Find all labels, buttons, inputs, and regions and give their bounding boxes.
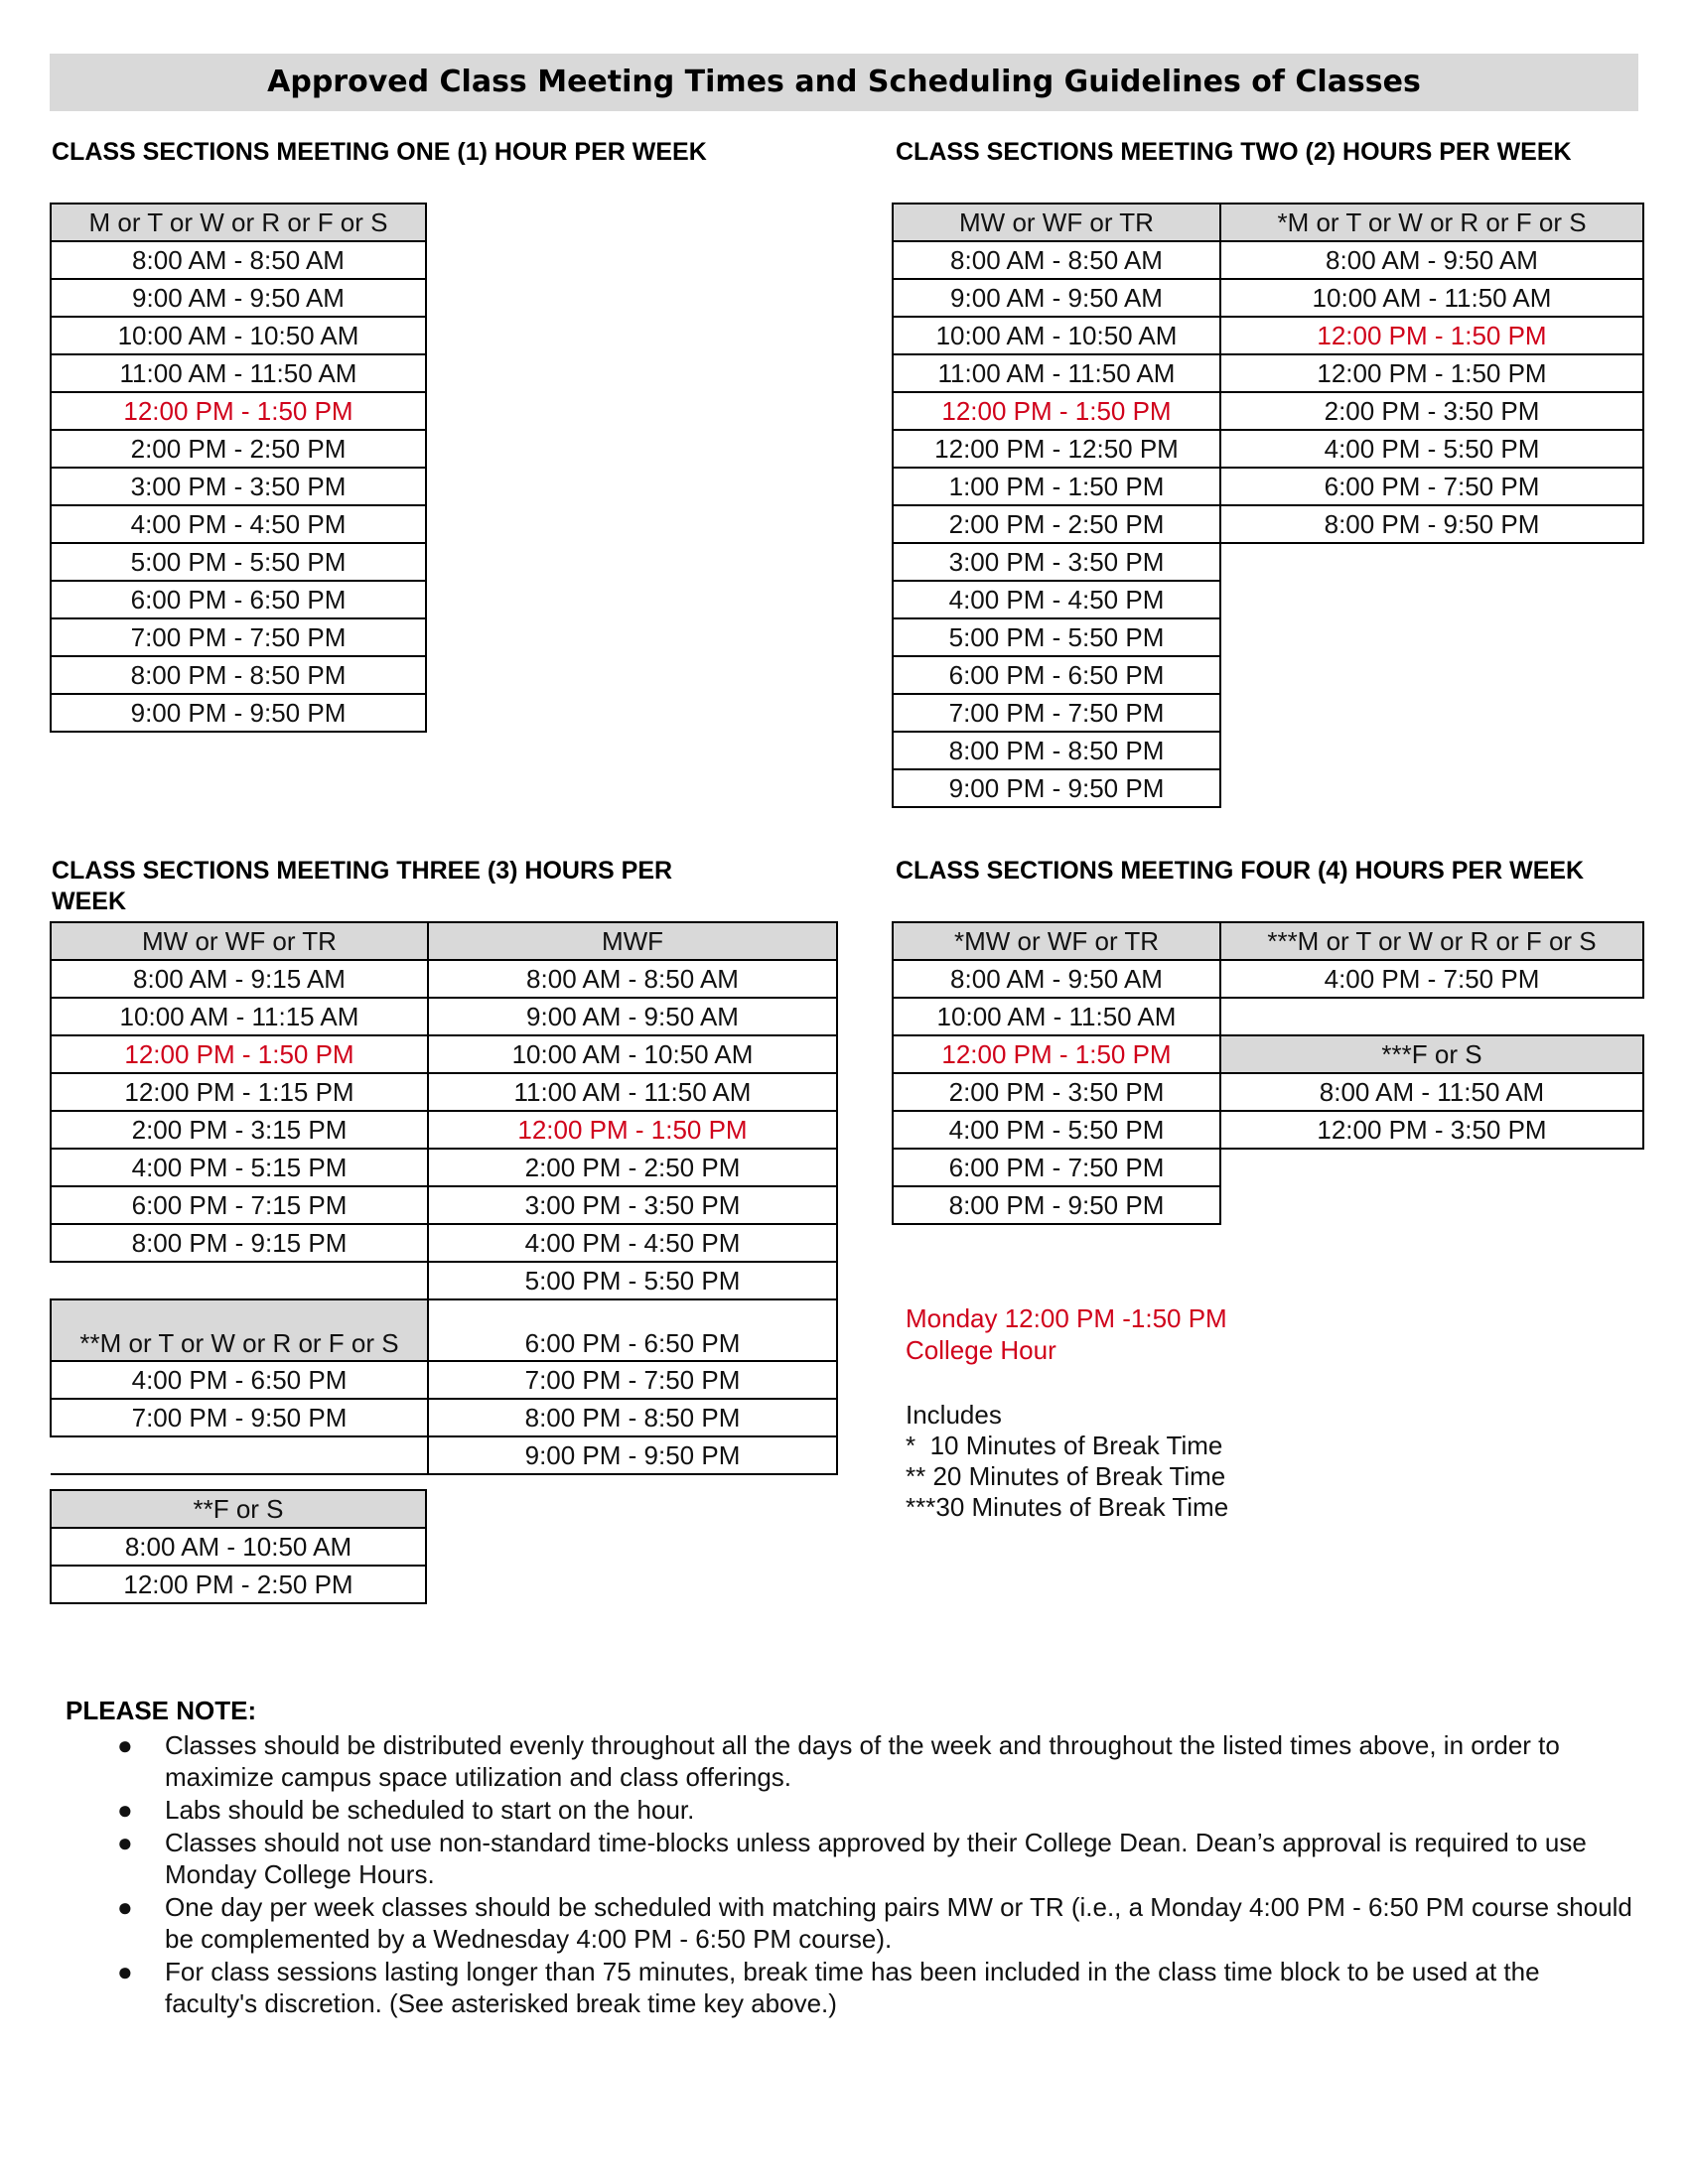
two-hours-table (892, 203, 1644, 808)
empty-cell (1220, 769, 1643, 807)
bullet-icon: ● (117, 1730, 133, 1760)
time-slot: 5:00 PM - 5:50 PM (893, 618, 1220, 656)
college-hour-slot: 12:00 PM - 1:50 PM (1220, 317, 1643, 354)
three-hours-fs-header: **F or S (51, 1490, 426, 1528)
two-hours-header-b: *M or T or W or R or F or S (1220, 204, 1643, 241)
time-slot: 7:00 PM - 7:50 PM (51, 618, 426, 656)
please-note-title: PLEASE NOTE: (66, 1696, 257, 1725)
time-slot: 4:00 PM - 5:50 PM (893, 1111, 1220, 1149)
three-hours-header-a: MW or WF or TR (51, 922, 428, 960)
break-key-item: ** 20 Minutes of Break Time (906, 1461, 1226, 1491)
break-time-key (906, 1400, 1228, 1523)
empty-cell (1220, 998, 1643, 1035)
time-slot: 4:00 PM - 6:50 PM (51, 1361, 428, 1399)
note-text: Labs should be scheduled to start on the hour. (165, 1795, 695, 1825)
time-slot: 8:00 PM - 8:50 PM (51, 656, 426, 694)
college-hour-slot: 12:00 PM - 1:50 PM (51, 1035, 428, 1073)
time-slot: 8:00 AM - 8:50 AM (428, 960, 837, 998)
time-slot: 12:00 PM - 1:15 PM (51, 1073, 428, 1111)
time-slot: 6:00 PM - 7:50 PM (1220, 468, 1643, 505)
three-hours-header-b: MWF (428, 922, 837, 960)
college-hour-note (906, 1302, 1227, 1366)
time-slot: 9:00 AM - 9:50 AM (51, 279, 426, 317)
time-slot: 6:00 PM - 6:50 PM (428, 1299, 837, 1361)
time-slot: 2:00 PM - 2:50 PM (893, 505, 1220, 543)
note-text: One day per week classes should be scheduled with matching pairs MW or TR (i.e., a Monday 4:00 PM - 6:50 PM course should be complemented by a Wednesday 4:00 PM - 6:50 PM course). (165, 1892, 1632, 1954)
time-slot: 2:00 PM - 2:50 PM (428, 1149, 837, 1186)
time-slot: 8:00 PM - 9:50 PM (893, 1186, 1220, 1224)
time-slot: 5:00 PM - 5:50 PM (51, 543, 426, 581)
time-slot: 12:00 PM - 2:50 PM (51, 1566, 426, 1603)
bullet-icon: ● (117, 1795, 133, 1825)
time-slot: 8:00 PM - 8:50 PM (428, 1399, 837, 1436)
empty-cell (1220, 732, 1643, 769)
time-slot: 3:00 PM - 3:50 PM (893, 543, 1220, 581)
time-slot: 3:00 PM - 3:50 PM (428, 1186, 837, 1224)
empty-cell (51, 1436, 428, 1474)
time-slot: 6:00 PM - 7:15 PM (51, 1186, 428, 1224)
four-hours-header-b: ***M or T or W or R or F or S (1220, 922, 1643, 960)
page-title: Approved Class Meeting Times and Scheduling Guidelines of Classes (50, 54, 1638, 111)
college-hour-slot: 12:00 PM - 1:50 PM (428, 1111, 837, 1149)
time-slot: 7:00 PM - 7:50 PM (428, 1361, 837, 1399)
note-text: Classes should be distributed evenly throughout all the days of the week and throughout the listed times above, in order to maximize campus space utilization and class offerings. (165, 1730, 1560, 1792)
empty-cell (1220, 694, 1643, 732)
time-slot: 4:00 PM - 7:50 PM (1220, 960, 1643, 998)
time-slot: 10:00 AM - 10:50 AM (51, 317, 426, 354)
time-slot: 3:00 PM - 3:50 PM (51, 468, 426, 505)
time-slot: 4:00 PM - 4:50 PM (893, 581, 1220, 618)
time-slot: 4:00 PM - 5:50 PM (1220, 430, 1643, 468)
time-slot: 8:00 AM - 10:50 AM (51, 1528, 426, 1566)
break-key-item: ***30 Minutes of Break Time (906, 1492, 1229, 1522)
time-slot: 4:00 PM - 5:15 PM (51, 1149, 428, 1186)
empty-cell (1220, 1149, 1643, 1186)
empty-cell (1220, 1186, 1643, 1224)
college-hour-slot: 12:00 PM - 1:50 PM (51, 392, 426, 430)
time-slot: 9:00 AM - 9:50 AM (428, 998, 837, 1035)
three-hours-section-title: CLASS SECTIONS MEETING THREE (3) HOURS PER WEEK (52, 857, 673, 915)
time-slot: 8:00 AM - 9:15 AM (51, 960, 428, 998)
time-slot: 6:00 PM - 6:50 PM (51, 581, 426, 618)
empty-cell (51, 1262, 428, 1299)
college-hour-slot: 12:00 PM - 1:50 PM (893, 1035, 1220, 1073)
time-slot: 8:00 AM - 8:50 AM (51, 241, 426, 279)
time-slot: 11:00 AM - 11:50 AM (893, 354, 1220, 392)
time-slot: 8:00 AM - 8:50 AM (893, 241, 1220, 279)
four-hours-table (892, 921, 1644, 1225)
note-text: Classes should not use non-standard time-blocks unless approved by their College Dean. Dean’s approval is required to use Monday College Hours. (165, 1828, 1587, 1889)
college-hour-time: Monday 12:00 PM -1:50 PM (906, 1303, 1227, 1333)
time-slot: 9:00 PM - 9:50 PM (428, 1436, 837, 1474)
time-slot: 10:00 AM - 11:15 AM (51, 998, 428, 1035)
time-slot: 7:00 PM - 9:50 PM (51, 1399, 428, 1436)
time-slot: 10:00 AM - 10:50 AM (428, 1035, 837, 1073)
two-hours-section-title: CLASS SECTIONS MEETING TWO (2) HOURS PER WEEK (896, 138, 1572, 166)
three-hours-table (50, 921, 838, 1475)
time-slot: 10:00 AM - 10:50 AM (893, 317, 1220, 354)
time-slot: 10:00 AM - 11:50 AM (893, 998, 1220, 1035)
four-hours-header-a: *MW or WF or TR (893, 922, 1220, 960)
time-slot: 12:00 PM - 1:50 PM (1220, 354, 1643, 392)
time-slot: 7:00 PM - 7:50 PM (893, 694, 1220, 732)
time-slot: 9:00 PM - 9:50 PM (893, 769, 1220, 807)
time-slot: 9:00 AM - 9:50 AM (893, 279, 1220, 317)
time-slot: 2:00 PM - 3:50 PM (893, 1073, 1220, 1111)
bullet-icon: ● (117, 1957, 133, 1986)
time-slot: 11:00 AM - 11:50 AM (428, 1073, 837, 1111)
time-slot: 5:00 PM - 5:50 PM (428, 1262, 837, 1299)
time-slot: 8:00 PM - 8:50 PM (893, 732, 1220, 769)
time-slot: 8:00 PM - 9:15 PM (51, 1224, 428, 1262)
time-slot: 12:00 PM - 12:50 PM (893, 430, 1220, 468)
time-slot: 10:00 AM - 11:50 AM (1220, 279, 1643, 317)
list-item (117, 1729, 1636, 1793)
two-hours-header-a: MW or WF or TR (893, 204, 1220, 241)
one-hour-section-title: CLASS SECTIONS MEETING ONE (1) HOUR PER WEEK (52, 138, 707, 166)
empty-cell (1220, 581, 1643, 618)
time-slot: 6:00 PM - 7:50 PM (893, 1149, 1220, 1186)
four-hours-section-title: CLASS SECTIONS MEETING FOUR (4) HOURS PER WEEK (896, 857, 1585, 885)
list-item (117, 1827, 1636, 1890)
four-hours-fs-header: ***F or S (1220, 1035, 1643, 1073)
time-slot: 8:00 AM - 9:50 AM (893, 960, 1220, 998)
note-text: For class sessions lasting longer than 75 minutes, break time has been included in the class time block to be used at the faculty's discretion. (See asterisked break time key above.) (165, 1957, 1540, 2018)
time-slot: 8:00 AM - 11:50 AM (1220, 1073, 1643, 1111)
time-slot: 6:00 PM - 6:50 PM (893, 656, 1220, 694)
three-hours-fs-table (50, 1489, 427, 1604)
time-slot: 1:00 PM - 1:50 PM (893, 468, 1220, 505)
empty-cell (1220, 656, 1643, 694)
time-slot: 8:00 PM - 9:50 PM (1220, 505, 1643, 543)
list-item (117, 1956, 1636, 2019)
college-hour-label: College Hour (906, 1335, 1056, 1365)
notes-list (117, 1729, 1636, 2020)
time-slot: 12:00 PM - 3:50 PM (1220, 1111, 1643, 1149)
time-slot: 2:00 PM - 3:50 PM (1220, 392, 1643, 430)
bullet-icon: ● (117, 1828, 133, 1857)
break-key-title: Includes (906, 1400, 1002, 1430)
one-hour-header: M or T or W or R or F or S (51, 204, 426, 241)
empty-cell (1220, 618, 1643, 656)
time-slot: 11:00 AM - 11:50 AM (51, 354, 426, 392)
break-key-item: * 10 Minutes of Break Time (906, 1431, 1223, 1460)
one-hour-table (50, 203, 427, 733)
three-hours-sub-header-a: **M or T or W or R or F or S (51, 1299, 428, 1361)
time-slot: 2:00 PM - 3:15 PM (51, 1111, 428, 1149)
list-item (117, 1794, 1636, 1826)
time-slot: 8:00 AM - 9:50 AM (1220, 241, 1643, 279)
time-slot: 4:00 PM - 4:50 PM (51, 505, 426, 543)
time-slot: 9:00 PM - 9:50 PM (51, 694, 426, 732)
time-slot: 4:00 PM - 4:50 PM (428, 1224, 837, 1262)
empty-cell (1220, 543, 1643, 581)
bullet-icon: ● (117, 1892, 133, 1922)
college-hour-slot: 12:00 PM - 1:50 PM (893, 392, 1220, 430)
list-item (117, 1891, 1636, 1955)
time-slot: 2:00 PM - 2:50 PM (51, 430, 426, 468)
